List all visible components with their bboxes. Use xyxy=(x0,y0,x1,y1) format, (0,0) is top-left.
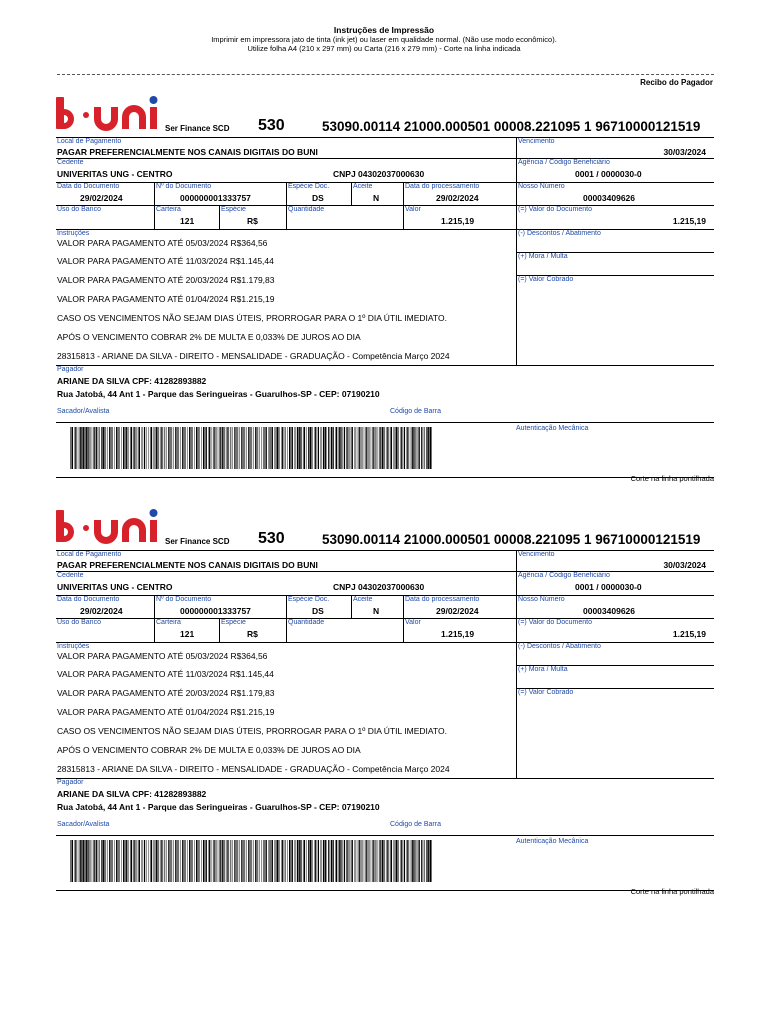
barcode-bar xyxy=(396,427,397,469)
barcode-bar xyxy=(340,840,341,882)
barcode-bar xyxy=(222,840,223,882)
barcode-bar xyxy=(292,840,293,882)
barcode-bar xyxy=(315,427,316,469)
label-nosso-numero: Nosso Número xyxy=(518,183,565,190)
barcode-bar xyxy=(428,427,429,469)
barcode-bar xyxy=(331,840,332,882)
barcode-bar xyxy=(161,840,162,882)
numero-documento: 000000001333757 xyxy=(180,193,251,203)
barcode-bar xyxy=(139,427,140,469)
barcode-bar xyxy=(93,427,94,469)
valor-documento: 1.215,19 xyxy=(672,216,706,226)
barcode-bar xyxy=(421,427,422,469)
barcode-bar xyxy=(391,427,392,469)
instrucao-line: VALOR PARA PAGAMENTO ATÉ 05/03/2024 R$364,56 xyxy=(57,651,268,661)
barcode xyxy=(70,840,432,882)
label-local-pagamento: Local de Pagamento xyxy=(57,138,122,145)
vencimento: 30/03/2024 xyxy=(663,560,706,570)
barcode-bar xyxy=(80,427,81,469)
barcode-bar xyxy=(419,840,420,882)
barcode-bar xyxy=(86,427,87,469)
barcode-bar xyxy=(203,427,204,469)
barcode-bar xyxy=(80,840,81,882)
carteira: 121 xyxy=(180,629,195,639)
barcode-bar xyxy=(151,427,152,469)
barcode-bar xyxy=(131,840,132,882)
barcode-bar xyxy=(182,840,183,882)
label-aceite: Aceite xyxy=(353,596,373,603)
barcode-bar xyxy=(382,427,383,469)
label-aceite: Aceite xyxy=(353,183,373,190)
buni-logo xyxy=(56,95,162,133)
print-instructions-line1: Imprimir em impressora jato de tinta (ink jet) ou laser em qualidade normal. (Não use modo econômico). xyxy=(211,35,557,44)
nosso-numero: 00003409626 xyxy=(583,193,636,203)
barcode-bar xyxy=(213,840,214,882)
barcode-bar xyxy=(72,427,73,469)
barcode-bar xyxy=(413,427,414,469)
logo-dot xyxy=(150,509,158,517)
barcode-bar xyxy=(266,840,267,882)
barcode-bar xyxy=(209,840,210,882)
barcode-bar xyxy=(151,840,152,882)
label-valor: Valor xyxy=(405,206,421,213)
barcode-bar xyxy=(382,840,383,882)
barcode-bar xyxy=(282,427,283,469)
barcode-bar xyxy=(366,427,367,469)
barcode-bar xyxy=(266,427,267,469)
barcode-bar xyxy=(430,427,431,469)
cnpj: CNPJ 04302037000630 xyxy=(333,169,425,179)
instrucao-line: 28315813 - ARIANE DA SILVA - DIREITO - MENSALIDADE - GRADUAÇÃO - Competência Março 2024 xyxy=(57,764,450,774)
boleto-slip-payment xyxy=(0,503,768,903)
barcode-bar xyxy=(346,840,347,882)
barcode-bar xyxy=(116,840,117,882)
label-valor-documento: (=) Valor do Documento xyxy=(518,619,592,626)
pagador-endereco: Rua Jatobá, 44 Ant 1 - Parque das Seringueiras - Guarulhos-SP - CEP: 07190210 xyxy=(57,389,380,399)
barcode-bar xyxy=(156,840,157,882)
barcode-bar xyxy=(133,427,134,469)
barcode-bar xyxy=(430,840,431,882)
barcode-bar xyxy=(289,427,290,469)
label-codigo-barra: Código de Barra xyxy=(390,821,441,828)
valor: 1.215,19 xyxy=(441,216,475,226)
aceite: N xyxy=(373,606,380,616)
barcode-bar xyxy=(209,427,210,469)
cedente: UNIVERITAS UNG - CENTRO xyxy=(57,169,173,179)
barcode-bar xyxy=(131,427,132,469)
label-vencimento: Vencimento xyxy=(518,551,555,558)
barcode-bar xyxy=(401,840,402,882)
barcode-bar xyxy=(96,840,97,882)
label-nosso-numero: Nosso Número xyxy=(518,596,565,603)
agencia: 0001 / 0000030-0 xyxy=(575,169,642,179)
barcode-bar xyxy=(248,427,249,469)
instrucao-line: VALOR PARA PAGAMENTO ATÉ 01/04/2024 R$1.215,19 xyxy=(57,707,275,717)
label-especie-doc: Espécie Doc. xyxy=(288,596,330,603)
barcode-bar xyxy=(318,840,319,882)
instrucao-line: VALOR PARA PAGAMENTO ATÉ 05/03/2024 R$364,56 xyxy=(57,238,268,248)
barcode-bar xyxy=(289,840,290,882)
barcode-bar xyxy=(325,427,326,469)
cut-line xyxy=(57,74,714,75)
barcode-bar xyxy=(123,840,124,882)
instrucao-line: CASO OS VENCIMENTOS NÃO SEJAM DIAS ÚTEIS, PRORROGAR PARA O 1º DIA ÚTIL IMEDIATO. xyxy=(57,313,447,323)
barcode-bar xyxy=(315,840,316,882)
vencimento: 30/03/2024 xyxy=(663,147,706,157)
barcode-bar xyxy=(219,840,220,882)
barcode-bar xyxy=(346,427,347,469)
label-uso-banco: Uso do Banco xyxy=(57,206,101,213)
barcode-bar xyxy=(331,427,332,469)
label-cedente: Cedente xyxy=(57,159,84,166)
barcode-bar xyxy=(196,840,197,882)
barcode-bar xyxy=(139,840,140,882)
barcode-bar xyxy=(292,427,293,469)
print-instructions-title: Instruções de Impressão xyxy=(333,25,435,35)
barcode-bar xyxy=(101,427,102,469)
barcode-bar xyxy=(318,427,319,469)
logo-dot xyxy=(150,96,158,104)
label-valor-documento: (=) Valor do Documento xyxy=(518,206,592,213)
especie: R$ xyxy=(247,216,258,226)
aceite: N xyxy=(373,193,380,203)
barcode-bar xyxy=(222,427,223,469)
nosso-numero: 00003409626 xyxy=(583,606,636,616)
label-mora: (+) Mora / Multa xyxy=(518,253,568,260)
barcode-bar xyxy=(133,840,134,882)
cedente: UNIVERITAS UNG - CENTRO xyxy=(57,582,173,592)
valor-documento: 1.215,19 xyxy=(672,629,706,639)
data-documento: 29/02/2024 xyxy=(80,193,123,203)
barcode-bar xyxy=(391,840,392,882)
barcode-bar xyxy=(175,427,176,469)
label-valor-cobrado: (=) Valor Cobrado xyxy=(518,276,574,283)
label-instrucoes: Instruções xyxy=(57,230,90,237)
label-quantidade: Quantidade xyxy=(288,619,325,626)
pagador-nome: ARIANE DA SILVA CPF: 41282893882 xyxy=(57,376,207,386)
barcode-bar xyxy=(248,840,249,882)
barcode-bar xyxy=(299,427,300,469)
barcode-bar xyxy=(401,427,402,469)
barcode-bar xyxy=(352,427,353,469)
barcode-bar xyxy=(168,427,169,469)
barcode-bar xyxy=(372,427,373,469)
label-autenticacao: Autenticação Mecânica xyxy=(516,838,589,845)
label-uso-banco: Uso do Banco xyxy=(57,619,101,626)
barcode-bar xyxy=(75,427,76,469)
valor: 1.215,19 xyxy=(441,629,475,639)
label-carteira: Carteira xyxy=(156,206,181,213)
barcode-bar xyxy=(123,427,124,469)
local-pagamento: PAGAR PREFERENCIALMENTE NOS CANAIS DIGITAIS DO BUNI xyxy=(57,147,318,157)
label-descontos: (-) Descontos / Abatimento xyxy=(518,230,601,237)
corte-linha-pontilhada: Corte na linha pontilhada xyxy=(630,474,714,483)
agencia: 0001 / 0000030-0 xyxy=(575,582,642,592)
barcode-bar xyxy=(81,427,82,469)
barcode-bar xyxy=(241,427,242,469)
barcode-bar xyxy=(426,840,427,882)
barcode-bar xyxy=(352,840,353,882)
barcode-bar xyxy=(93,840,94,882)
especie: R$ xyxy=(247,629,258,639)
label-especie: Espécie xyxy=(221,619,246,626)
barcode-bar xyxy=(87,840,88,882)
barcode-bar xyxy=(103,427,104,469)
linha-digitavel: 53090.00114 21000.000501 00008.221095 1 96710000121519 xyxy=(322,119,701,134)
barcode-bar xyxy=(75,840,76,882)
barcode-bar xyxy=(421,840,422,882)
data-processamento: 29/02/2024 xyxy=(436,193,479,203)
barcode-bar xyxy=(412,427,413,469)
barcode-bar xyxy=(116,427,117,469)
barcode-bar xyxy=(272,427,273,469)
barcode-bar xyxy=(300,840,301,882)
carteira: 121 xyxy=(180,216,195,226)
barcode-bar xyxy=(168,840,169,882)
barcode-bar xyxy=(227,840,228,882)
barcode-bar xyxy=(407,427,408,469)
corte-linha-pontilhada: Corte na linha pontilhada xyxy=(630,887,714,896)
label-mora: (+) Mora / Multa xyxy=(518,666,568,673)
label-agencia: Agência / Código Beneficiário xyxy=(518,572,610,579)
label-especie-doc: Espécie Doc. xyxy=(288,183,330,190)
barcode-bar xyxy=(304,840,305,882)
barcode-bar xyxy=(413,840,414,882)
barcode-bar xyxy=(426,427,427,469)
barcode-bar xyxy=(300,427,301,469)
barcode-bar xyxy=(332,427,333,469)
barcode-bar xyxy=(419,427,420,469)
bank-name: Ser Finance SCD xyxy=(165,124,230,133)
label-numero-documento: Nº do Documento xyxy=(156,183,212,190)
barcode-bar xyxy=(359,840,360,882)
label-quantidade: Quantidade xyxy=(288,206,325,213)
barcode-bar xyxy=(144,427,145,469)
label-agencia: Agência / Código Beneficiário xyxy=(518,159,610,166)
label-instrucoes: Instruções xyxy=(57,643,90,650)
barcode-bar xyxy=(175,840,176,882)
barcode-bar xyxy=(340,427,341,469)
label-valor-cobrado: (=) Valor Cobrado xyxy=(518,689,574,696)
barcode-bar xyxy=(81,840,82,882)
instrucao-line: VALOR PARA PAGAMENTO ATÉ 11/03/2024 R$1.145,44 xyxy=(57,256,274,266)
label-pagador: Pagador xyxy=(57,779,84,786)
barcode-bar xyxy=(344,427,345,469)
barcode-bar xyxy=(323,427,324,469)
barcode-bar xyxy=(206,427,207,469)
barcode-bar xyxy=(332,840,333,882)
instrucao-line: APÓS O VENCIMENTO COBRAR 2% DE MULTA E 0,033% DE JUROS AO DIA xyxy=(57,332,361,342)
barcode-bar xyxy=(379,427,380,469)
barcode-bar xyxy=(344,840,345,882)
label-especie: Espécie xyxy=(221,206,246,213)
barcode-bar xyxy=(255,840,256,882)
barcode-bar xyxy=(96,427,97,469)
instrucao-line: VALOR PARA PAGAMENTO ATÉ 11/03/2024 R$1.145,44 xyxy=(57,669,274,679)
label-data-processamento: Data do processamento xyxy=(405,183,480,190)
barcode-bar xyxy=(339,840,340,882)
barcode-bar xyxy=(234,427,235,469)
buni-logo xyxy=(56,508,162,546)
barcode-bar xyxy=(328,427,329,469)
barcode-bar xyxy=(325,840,326,882)
label-data-processamento: Data do processamento xyxy=(405,596,480,603)
barcode-bar xyxy=(83,840,84,882)
instrucao-line: APÓS O VENCIMENTO COBRAR 2% DE MULTA E 0,033% DE JUROS AO DIA xyxy=(57,745,361,755)
barcode-bar xyxy=(304,427,305,469)
label-valor: Valor xyxy=(405,619,421,626)
barcode-bar xyxy=(339,427,340,469)
barcode-bar xyxy=(308,427,309,469)
barcode-bar xyxy=(156,427,157,469)
bank-code: 530 xyxy=(258,530,285,547)
barcode-bar xyxy=(404,840,405,882)
pagador-endereco: Rua Jatobá, 44 Ant 1 - Parque das Seringueiras - Guarulhos-SP - CEP: 07190210 xyxy=(57,802,380,812)
barcode-bar xyxy=(336,427,337,469)
especie-doc: DS xyxy=(312,606,324,616)
especie-doc: DS xyxy=(312,193,324,203)
barcode-bar xyxy=(72,840,73,882)
barcode-bar xyxy=(101,840,102,882)
boleto-slip-receipt xyxy=(0,90,768,490)
label-data-documento: Data do Documento xyxy=(57,596,120,603)
barcode-bar xyxy=(227,427,228,469)
barcode-bar xyxy=(189,840,190,882)
barcode-bar xyxy=(310,427,311,469)
label-local-pagamento: Local de Pagamento xyxy=(57,551,122,558)
barcode-bar xyxy=(86,840,87,882)
local-pagamento: PAGAR PREFERENCIALMENTE NOS CANAIS DIGITAIS DO BUNI xyxy=(57,560,318,570)
barcode-bar xyxy=(387,427,388,469)
barcode-bar xyxy=(182,427,183,469)
instrucao-line: VALOR PARA PAGAMENTO ATÉ 20/03/2024 R$1.179,83 xyxy=(57,688,275,698)
barcode-bar xyxy=(161,427,162,469)
barcode-bar xyxy=(213,427,214,469)
barcode-bar xyxy=(255,427,256,469)
barcode-bar xyxy=(328,840,329,882)
label-carteira: Carteira xyxy=(156,619,181,626)
label-sacador: Sacador/Avalista xyxy=(57,821,110,828)
barcode-bar xyxy=(109,840,110,882)
data-documento: 29/02/2024 xyxy=(80,606,123,616)
instrucao-line: VALOR PARA PAGAMENTO ATÉ 20/03/2024 R$1.179,83 xyxy=(57,275,275,285)
barcode-bar xyxy=(366,840,367,882)
barcode-bar xyxy=(126,840,127,882)
instrucao-line: 28315813 - ARIANE DA SILVA - DIREITO - MENSALIDADE - GRADUAÇÃO - Competência Março 2024 xyxy=(57,351,450,361)
label-codigo-barra: Código de Barra xyxy=(390,408,441,415)
label-data-documento: Data do Documento xyxy=(57,183,120,190)
barcode-bar xyxy=(428,840,429,882)
barcode-bar xyxy=(359,427,360,469)
barcode-bar xyxy=(282,840,283,882)
barcode-bar xyxy=(126,427,127,469)
barcode-bar xyxy=(277,840,278,882)
barcode-bar xyxy=(272,840,273,882)
barcode-bar xyxy=(196,427,197,469)
barcode-bar xyxy=(297,840,298,882)
label-cedente: Cedente xyxy=(57,572,84,579)
barcode-bar xyxy=(407,840,408,882)
barcode-bar xyxy=(144,840,145,882)
barcode-bar xyxy=(203,840,204,882)
bank-code: 530 xyxy=(258,117,285,134)
barcode-bar xyxy=(109,427,110,469)
barcode-bar xyxy=(277,427,278,469)
barcode-bar xyxy=(310,840,311,882)
barcode-bar xyxy=(299,840,300,882)
barcode-bar xyxy=(83,427,84,469)
instrucao-line: VALOR PARA PAGAMENTO ATÉ 01/04/2024 R$1.215,19 xyxy=(57,294,275,304)
label-descontos: (-) Descontos / Abatimento xyxy=(518,643,601,650)
label-numero-documento: Nº do Documento xyxy=(156,596,212,603)
barcode-bar xyxy=(404,427,405,469)
barcode-bar xyxy=(241,840,242,882)
barcode-bar xyxy=(387,840,388,882)
numero-documento: 000000001333757 xyxy=(180,606,251,616)
barcode-bar xyxy=(396,840,397,882)
label-autenticacao: Autenticação Mecânica xyxy=(516,425,589,432)
barcode-bar xyxy=(234,840,235,882)
barcode-bar xyxy=(323,840,324,882)
barcode-bar xyxy=(206,840,207,882)
barcode-bar xyxy=(379,840,380,882)
barcode-bar xyxy=(372,840,373,882)
barcode-bar xyxy=(297,427,298,469)
label-sacador: Sacador/Avalista xyxy=(57,408,110,415)
barcode xyxy=(70,427,432,469)
barcode-bar xyxy=(308,840,309,882)
label-vencimento: Vencimento xyxy=(518,138,555,145)
recibo-do-pagador: Recibo do Pagador xyxy=(640,78,713,87)
instrucao-line: CASO OS VENCIMENTOS NÃO SEJAM DIAS ÚTEIS, PRORROGAR PARA O 1º DIA ÚTIL IMEDIATO. xyxy=(57,726,447,736)
barcode-bar xyxy=(219,427,220,469)
barcode-bar xyxy=(336,840,337,882)
barcode-bar xyxy=(87,427,88,469)
bank-name: Ser Finance SCD xyxy=(165,537,230,546)
data-processamento: 29/02/2024 xyxy=(436,606,479,616)
cnpj: CNPJ 04302037000630 xyxy=(333,582,425,592)
barcode-bar xyxy=(103,840,104,882)
barcode-bar xyxy=(412,840,413,882)
label-pagador: Pagador xyxy=(57,366,84,373)
barcode-bar xyxy=(189,427,190,469)
linha-digitavel: 53090.00114 21000.000501 00008.221095 1 96710000121519 xyxy=(322,532,701,547)
pagador-nome: ARIANE DA SILVA CPF: 41282893882 xyxy=(57,789,207,799)
print-instructions-line2: Utilize folha A4 (210 x 297 mm) ou Carta (216 x 279 mm) - Corte na linha indicada xyxy=(247,44,521,53)
